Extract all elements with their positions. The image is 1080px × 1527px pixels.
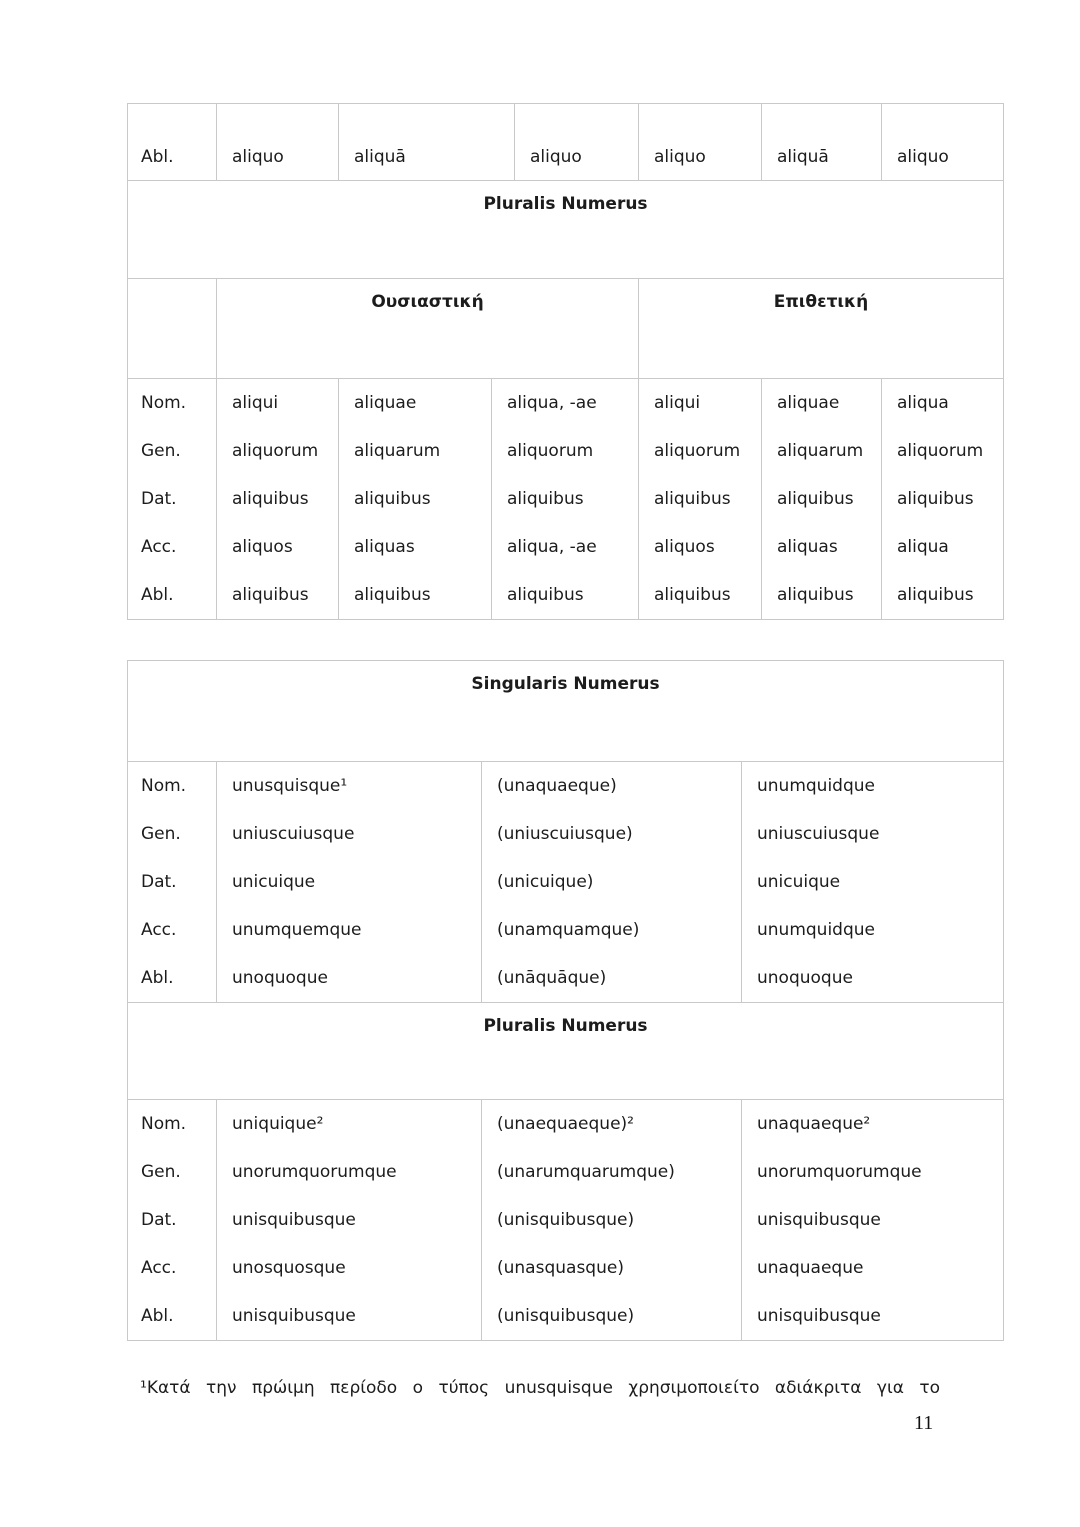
table-row	[128, 1196, 1003, 1244]
table-row	[128, 1100, 1003, 1148]
table-row	[128, 523, 1003, 571]
table-cell: unisquibusque	[741, 1196, 1003, 1244]
table-cell: aliqua, -ae	[491, 379, 638, 427]
table-cell: aliquas	[761, 523, 881, 571]
case-label: Abl.	[141, 1306, 174, 1326]
table-cell: unisquibusque	[216, 1196, 481, 1244]
table-body	[128, 378, 1003, 619]
case-label: Dat.	[141, 489, 177, 509]
table-cell: (unisquibusque)	[481, 1196, 741, 1244]
table-cell: (uniuscuiusque)	[481, 810, 741, 858]
table-row	[128, 427, 1003, 475]
singularis-numerus-header: Singularis Numerus	[471, 674, 660, 694]
table-cell: aliquarum	[338, 427, 491, 475]
table-cell: aliquibus	[638, 475, 761, 523]
table-cell: unumquidque	[741, 762, 1003, 810]
table-cell: unaquaeque²	[741, 1100, 1003, 1148]
table-cell: (unāquāque)	[481, 954, 741, 1002]
table-cell: aliquibus	[338, 475, 491, 523]
case-label: Nom.	[141, 776, 187, 796]
case-label: Gen.	[141, 441, 181, 461]
table-cell: unorumquorumque	[216, 1148, 481, 1196]
table-row	[128, 475, 1003, 523]
table-cell: uniuscuiusque	[741, 810, 1003, 858]
table-cell: unoquoque	[741, 954, 1003, 1002]
table-cell: aliquo	[638, 104, 761, 180]
table-cell: aliquibus	[491, 571, 638, 619]
case-label: Gen.	[141, 1162, 181, 1182]
table-cell: (unasquasque)	[481, 1244, 741, 1292]
table-row	[128, 379, 1003, 427]
adjectival-group-header: Επιθετική	[638, 279, 1003, 378]
table-cell: aliquae	[338, 379, 491, 427]
table-cell: aliquorum	[881, 427, 1003, 475]
table-row	[128, 906, 1003, 954]
empty-cell	[128, 279, 216, 378]
table-row	[128, 571, 1003, 619]
table-cell: unosquosque	[216, 1244, 481, 1292]
table-cell: unisquibusque	[741, 1292, 1003, 1340]
case-label: Acc.	[141, 1258, 177, 1278]
case-label: Dat.	[141, 1210, 177, 1230]
table-cell: aliquibus	[881, 475, 1003, 523]
table-cell: aliquibus	[216, 571, 338, 619]
table-cell: (unamquamque)	[481, 906, 741, 954]
table-cell: uniquique²	[216, 1100, 481, 1148]
table-cell: aliquo	[514, 104, 638, 180]
table-cell: unisquibusque	[216, 1292, 481, 1340]
table-cell: aliqui	[216, 379, 338, 427]
table-cell: unorumquorumque	[741, 1148, 1003, 1196]
table-cell: unumquemque	[216, 906, 481, 954]
table-cell: unusquisque¹	[216, 762, 481, 810]
table-cell: aliquibus	[761, 571, 881, 619]
group-header-row	[128, 278, 1003, 378]
table-cell: unicuique	[741, 858, 1003, 906]
case-label: Acc.	[141, 537, 177, 557]
table-row	[128, 1244, 1003, 1292]
table-cell: aliqua, -ae	[491, 523, 638, 571]
table-cell: aliquibus	[881, 571, 1003, 619]
table-row	[128, 810, 1003, 858]
page-number: 11	[914, 1412, 934, 1434]
case-label: Dat.	[141, 872, 177, 892]
case-label: Abl.	[141, 968, 174, 988]
table-cell: aliquo	[881, 104, 1003, 180]
table-body	[128, 761, 1003, 1002]
table-cell: unicuique	[216, 858, 481, 906]
table-cell: aliqui	[638, 379, 761, 427]
table-cell: aliquorum	[216, 427, 338, 475]
table-cell: aliqua	[881, 523, 1003, 571]
table-cell: unaquaeque	[741, 1244, 1003, 1292]
table-cell: unoquoque	[216, 954, 481, 1002]
substantive-group-header: Ουσιαστική	[216, 279, 638, 378]
table-cell: aliquibus	[491, 475, 638, 523]
table-cell: aliquibus	[338, 571, 491, 619]
case-label: Abl.	[141, 585, 174, 605]
table-cell: aliquos	[638, 523, 761, 571]
table-cell: aliquā	[338, 104, 514, 180]
table-cell: aliquorum	[638, 427, 761, 475]
table-cell: (unarumquarumque)	[481, 1148, 741, 1196]
pluralis-numerus-header: Pluralis Numerus	[128, 1002, 1003, 1099]
footnote-text: ¹Κατά την πρώιμη περίοδο ο τύπος unusquisque χρησιμοποιείτο αδιάκριτα για το	[140, 1378, 940, 1398]
case-label: Gen.	[141, 824, 181, 844]
table-row	[128, 104, 1003, 180]
table-row	[128, 858, 1003, 906]
table-row	[128, 762, 1003, 810]
table-row	[128, 954, 1003, 1002]
case-label: Acc.	[141, 920, 177, 940]
case-label: Abl.	[141, 147, 174, 167]
table-cell: unumquidque	[741, 906, 1003, 954]
table-cell: uniuscuiusque	[216, 810, 481, 858]
pluralis-numerus-header: Pluralis Numerus	[128, 180, 1003, 278]
declension-table-unusquisque	[127, 660, 1004, 1341]
table-cell: (unisquibusque)	[481, 1292, 741, 1340]
table-body	[128, 1099, 1003, 1340]
table-cell: aliquibus	[216, 475, 338, 523]
table-cell: aliquibus	[761, 475, 881, 523]
table-cell: (unaequaeque)²	[481, 1100, 741, 1148]
table-cell: aliquas	[338, 523, 491, 571]
table-cell: aliquos	[216, 523, 338, 571]
table-row	[128, 1292, 1003, 1340]
table-cell: aliquā	[761, 104, 881, 180]
table-cell: aliquibus	[638, 571, 761, 619]
table-cell: aliquarum	[761, 427, 881, 475]
table-row	[128, 1148, 1003, 1196]
table-cell: aliquorum	[491, 427, 638, 475]
declension-table-aliquis	[127, 103, 1004, 620]
table-cell: aliquae	[761, 379, 881, 427]
case-label: Nom.	[141, 393, 187, 413]
table-cell: aliquo	[216, 104, 338, 180]
table-cell: (unicuique)	[481, 858, 741, 906]
table-cell: aliqua	[881, 379, 1003, 427]
case-label: Nom.	[141, 1114, 187, 1134]
table-cell: (unaquaeque)	[481, 762, 741, 810]
